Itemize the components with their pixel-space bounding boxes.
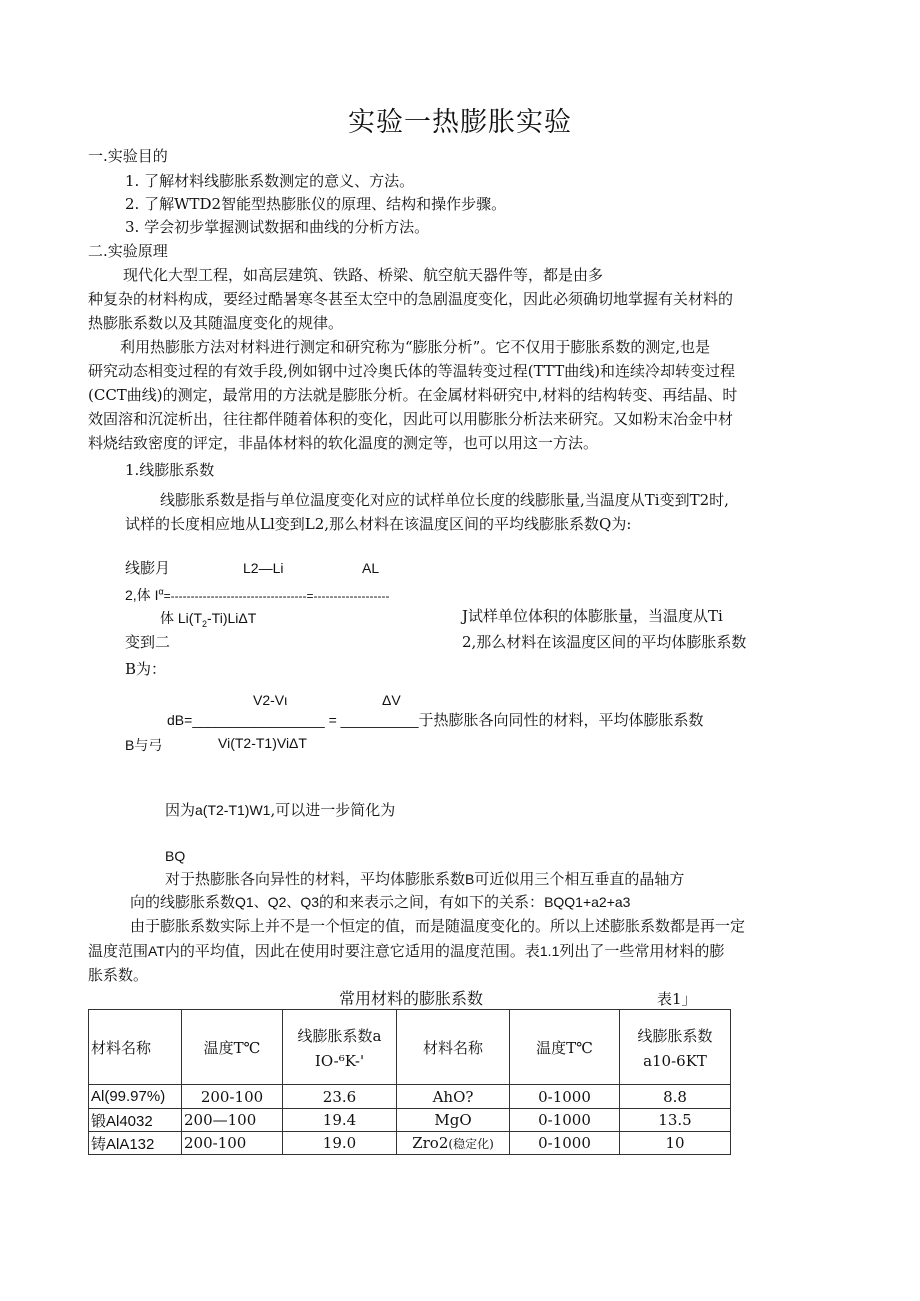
header-line: 线膨胀系数 [637,1026,713,1045]
page-title: 实验一热膨胀实验 [348,107,572,138]
paragraph-line: 线膨胀系数是指与单位温度变化对应的试样单位长度的线膨胀量,当温度从Ti变到T2时, [160,491,729,509]
simplify-line [165,799,395,820]
table-cell: AhO? [397,1085,510,1109]
formula-superscript: α [158,586,164,597]
table-cell: 0-1000 [510,1109,620,1132]
text-run: BQQ1+a2+a3 [544,894,631,910]
simplify-prefix: 因为 [165,801,196,819]
paragraph-line: B为： [125,660,167,678]
header-line: a10-6KT [643,1051,707,1070]
formula-line [125,585,389,605]
text-run: 1.1 [539,943,560,959]
text-run: 向的线膨胀系数 [130,893,236,911]
formula-equals: = [324,712,341,728]
table-cell: 19.4 [283,1109,397,1132]
table-cell: 铸AlA132 [89,1132,182,1155]
header-line: IO-⁶K-' [314,1051,365,1070]
table-cell: MgO [397,1109,510,1132]
table-cell: 8.8 [620,1085,731,1109]
table-cell [397,1132,510,1155]
text-run: 的和来表示之间，有如下的关系： [319,893,545,911]
table-cell: 0-1000 [510,1132,620,1155]
cell-note: (稳定化) [448,1137,494,1151]
table-cell: 200-100 [182,1085,283,1109]
formula-tail-text: 于热膨胀各向同性的材料，平均体膨胀系数 [418,711,704,729]
paragraph-line: 试样的长度相应地从Ll变到L2,那么材料在该温度区间的平均线膨胀系数Q为: [125,515,632,533]
formula-fraction-bar: __________ [340,712,419,728]
table-header-cell: 材料名称 [397,1010,510,1085]
formula-lhs: dB= [167,712,193,728]
paragraph-line: 料烧结致密度的评定，非晶体材料的软化温度的测定等，也可以用这一方法。 [88,434,599,452]
cell-text: Zro2 [412,1134,449,1152]
table-header-cell: 温度T℃ [510,1010,620,1085]
text-run: B [465,871,475,887]
table-cell: 200-100 [182,1132,283,1155]
paragraph-line: 热膨胀系数以及其随温度变化的规律。 [88,314,344,332]
table-cell: 23.6 [283,1085,397,1109]
text-run: 内的平均值，因此在使用时要注意它适用的温度范围。表 [164,942,540,960]
formula-denominator-a: 体 Li(T [160,610,202,626]
paragraph-line: 种复杂的材料构成，要经过酷暑寒冬甚至太空中的急剧温度变化，因此必须确切地掌握有关材料的 [88,290,734,308]
formula-line-prefix: 2,体 I [125,587,159,603]
paragraph-line [130,891,630,913]
text-run: Q1、Q2、Q3 [235,894,320,910]
text-run: 对于热膨胀各向异性的材料，平均体膨胀系数 [165,870,466,888]
text-run: AT [148,943,165,959]
paragraph-line: (CCT曲线)的测定，最常用的方法就是膨胀分析。在金属材料研究中,材料的结构转变、再结晶、时 [88,386,738,404]
table-number: 表1」 [657,990,697,1008]
formula-numerator: V2-Vι [253,692,288,708]
text-run: 列出了一些常用材料的膨 [559,942,725,960]
formula-fraction-bar: _________________ [192,712,325,728]
simplify-suffix: ,可以进一步简化为 [270,801,396,819]
formula-numerator: L2—Li [243,560,284,576]
section-heading-principle: 二.实验原理 [88,242,168,260]
table-cell: 200—100 [182,1109,283,1132]
table-cell: Al(99.97%) [89,1085,182,1109]
table-cell: 锻Al4032 [89,1109,182,1132]
table-row [89,1132,731,1155]
table-cell: 10 [620,1132,731,1155]
formula-label: 线膨月 [125,559,171,577]
expansion-coefficient-table [88,1009,731,1155]
paragraph-line: 利用热膨胀方法对材料进行测定和研究称为“膨胀分析”。它不仅用于膨胀系数的测定,也是 [120,338,711,356]
table-row [89,1109,731,1132]
formula-numerator: ΔV [382,692,401,708]
paragraph-line [88,940,724,962]
purpose-item-2: 2. 了解WTD2智能型热膨胀仪的原理、结构和操作步骤。 [125,195,507,213]
paragraph-line: 变到二 [125,633,171,651]
formula-fraction-bar: =----------------------------------=------------------- [163,589,390,603]
purpose-item-3: 3. 学会初步掌握测试数据和曲线的分析方法。 [125,218,430,236]
table-cell: 19.0 [283,1132,397,1155]
subsection-heading: 1.线膨胀系数 [125,461,215,479]
formula-denominator [160,608,256,629]
formula-numerator: AL [362,560,380,576]
formula-denominator-b: -Ti)LiΔT [207,610,257,626]
table-header-row [89,1010,731,1085]
formula-subscript: 2 [202,618,208,629]
table-header-cell: 温度T℃ [182,1010,283,1085]
paragraph-line: 胀系数。 [88,966,149,984]
header-line: 线膨胀系数a [297,1026,382,1045]
paragraph-line: 效固溶和沉淀析出，往往都伴随着体积的变化，因此可以用膨胀分析法来研究。又如粉末冶金中材 [88,410,734,428]
paragraph-line: 现代化大型工程，如高层建筑、铁路、桥梁、航空航天器件等，都是由多 [123,266,604,284]
table-caption: 常用材料的膨胀系数 [339,989,484,1008]
text-run: 温度范围 [88,942,149,960]
table-header-cell: 材料名称 [89,1010,182,1085]
table-header-cell [620,1010,731,1085]
formula-bq: BQ [165,848,186,864]
table-row [89,1085,731,1109]
paragraph-line: J试样单位体积的体膨胀量，当温度从Ti [462,607,723,625]
formula-denominator: Vi(T2-T1)ViΔT [218,735,307,751]
formula-line [167,709,704,730]
table-cell: 13.5 [620,1109,731,1132]
paragraph-line: 2,那么材料在该温度区间的平均体膨胀系数 [462,633,747,651]
paragraph-line [165,868,684,890]
paragraph-line: 研究动态相变过程的有效手段,例如钢中过冷奥氏体的等温转变过程(TTT曲线)和连续冷却转变过程 [88,362,736,380]
section-heading-purpose: 一.实验目的 [88,147,168,165]
formula-row-left: B与弓 [125,737,163,753]
paragraph-line: 由于膨胀系数实际上并不是一个恒定的值，而是随温度变化的。所以上述膨胀系数都是再一定 [130,917,746,935]
simplify-expr: a(T2-T1)W1 [195,802,271,818]
table-cell: 0-1000 [510,1085,620,1109]
text-run: 可近似用三个相互垂直的晶轴方 [474,870,685,888]
table-header-cell [283,1010,397,1085]
purpose-item-1: 1. 了解材料线膨胀系数测定的意义、方法。 [125,172,415,190]
